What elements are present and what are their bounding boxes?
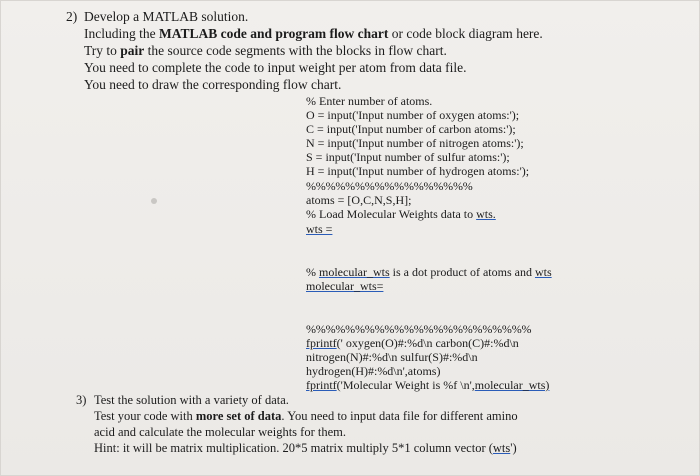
question-3-line-1: Test the solution with a variety of data.: [94, 393, 289, 407]
q3-line2-bold: more set of data: [195, 409, 282, 423]
code-input-carbon: C = input('Input number of carbon atoms:');: [306, 122, 516, 136]
code-fprintf-atoms-line-2: nitrogen(N)#:%d\n sulfur(S)#:%d\n: [306, 350, 478, 364]
q2-line2-text-a: Including the: [84, 26, 159, 41]
question-2-line-4: You need to complete the code to input weight per atom from data file.: [84, 60, 467, 75]
q2-line3-text-a: Try to: [84, 43, 121, 58]
code-dot-comment-text: is a dot product of atoms and: [389, 265, 535, 279]
code-dot-comment-pct: %: [306, 265, 319, 279]
code-comment-load-weights: [306, 207, 496, 221]
q2-line3-text-c: the source code segments with the blocks in flow chart.: [144, 43, 447, 58]
code-fprintf-keyword-2: fprintf: [306, 378, 337, 392]
code-input-oxygen: O = input('Input number of oxygen atoms:');: [306, 108, 520, 122]
code-fprintf-atoms-line-3: hydrogen(H)#:%d\n',atoms): [306, 364, 441, 378]
question-3-line-2: [94, 409, 518, 424]
question-2-line-5: You need to draw the corresponding flow chart.: [84, 77, 342, 92]
code-molecular-wts-assignment: molecular_wts=: [306, 279, 384, 293]
question-2-number: 2): [66, 9, 78, 24]
q3-line2-text-a: Test your code with: [94, 409, 196, 423]
q3-line2-text-c: . You need to input data file for different amino: [281, 409, 518, 423]
code-load-comment-text: % Load Molecular Weights data to: [306, 207, 477, 221]
code-input-hydrogen: H = input('Input number of hydrogen atoms:');: [306, 164, 530, 178]
question-3-line-3: acid and calculate the molecular weights for them.: [94, 425, 346, 439]
code-dot-comment-molwts: molecular_wts: [319, 265, 390, 279]
q3-hint-wts: wts: [492, 441, 511, 455]
code-input-sulfur: S = input('Input number of sulfur atoms:');: [306, 150, 510, 164]
code-input-nitrogen: N = input('Input number of nitrogen atoms:');: [306, 136, 524, 150]
question-2-title: Develop a MATLAB solution.: [84, 9, 249, 24]
code-separator-2: %%%%%%%%%%%%%%%%%%%%%%%: [306, 322, 532, 336]
question-3-number: 3): [76, 393, 87, 407]
q2-line3-bold: pair: [120, 43, 145, 58]
code-fprintf-args-1: (' oxygen(O)#:%d\n carbon(C)#:%d\n: [336, 336, 519, 350]
code-comment-dot-product: [306, 265, 552, 279]
code-load-comment-wts: wts.: [476, 207, 496, 221]
code-separator-1: %%%%%%%%%%%%%%%%%: [306, 179, 473, 193]
code-fprintf-atoms-line-1: [306, 336, 519, 350]
question-2-line-3: [84, 42, 447, 59]
question-3-hint: [94, 441, 517, 456]
question-2-line-2: [84, 25, 543, 42]
q2-line2-bold: MATLAB code and program flow chart: [158, 26, 389, 41]
code-fprintf-molwts-arg: molecular_wts): [474, 378, 550, 392]
code-comment-enter-atoms: % Enter number of atoms.: [306, 94, 433, 108]
q2-line2-text-c: or code block diagram here.: [388, 26, 543, 41]
code-fprintf-keyword-1: fprintf: [306, 336, 337, 350]
faint-dot-mark: [151, 198, 157, 204]
q3-hint-close: '): [510, 441, 517, 455]
code-atoms-vector: atoms = [O,C,N,S,H];: [306, 193, 412, 207]
code-fprintf-args-2: ('Molecular Weight is %f \n',: [336, 378, 475, 392]
code-wts-assignment: wts =: [306, 222, 333, 236]
q3-hint-text: Hint: it will be matrix multiplication. 20*5 matrix multiply 5*1 column vector (: [94, 441, 493, 455]
code-fprintf-weight: [306, 378, 549, 392]
code-dot-comment-wts: wts: [534, 265, 552, 279]
